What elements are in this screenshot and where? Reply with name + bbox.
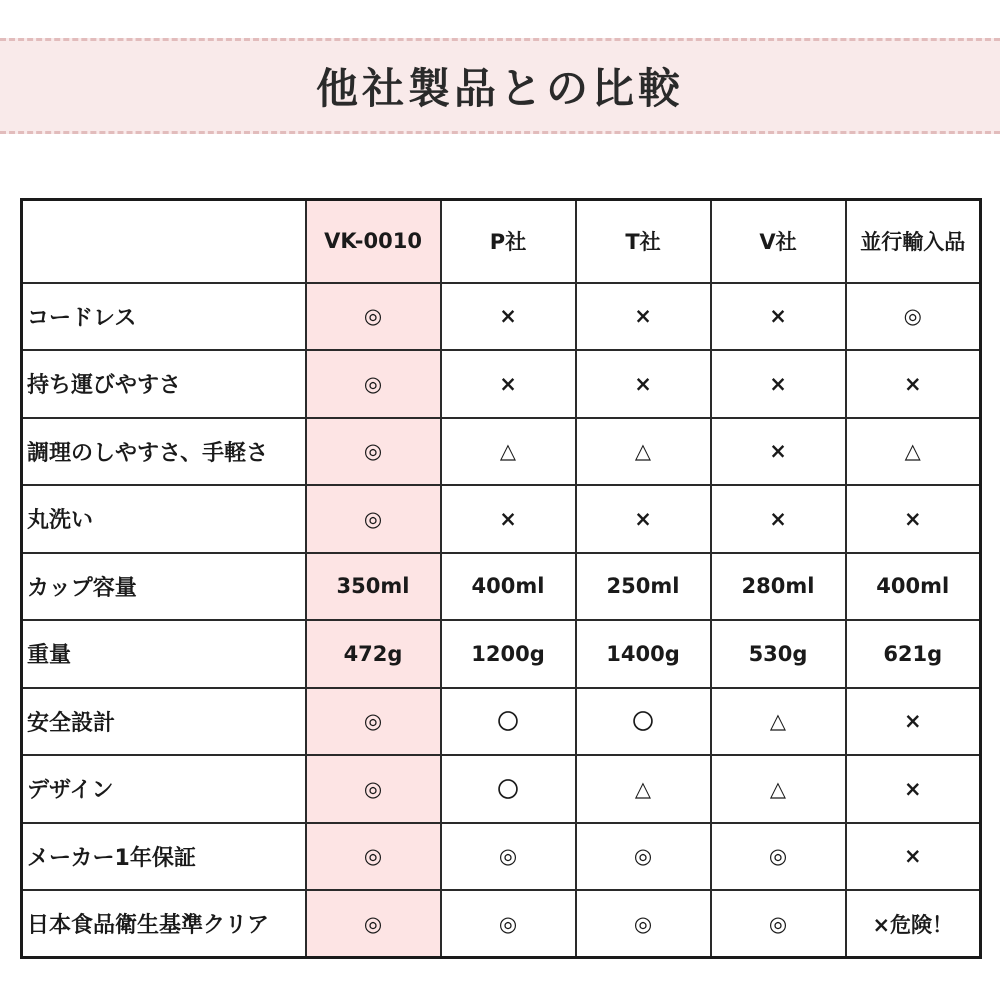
table-cell: 400ml	[441, 553, 576, 621]
table-cell: ×	[576, 485, 711, 553]
header-cell-t-company: T社	[576, 200, 711, 283]
header-cell-vk0010: VK-0010	[306, 200, 441, 283]
table-cell: ◎	[306, 485, 441, 553]
table-cell: ×	[846, 755, 981, 823]
row-label: コードレス	[22, 283, 306, 351]
table-cell: △	[846, 418, 981, 486]
table-cell: 350ml	[306, 553, 441, 621]
row-label: カップ容量	[22, 553, 306, 621]
table-cell: ◎	[306, 688, 441, 756]
table-row	[22, 890, 981, 958]
table-cell: ◎	[441, 823, 576, 891]
header-cell-parallel-import: 並行輸入品	[846, 200, 981, 283]
table-header-row	[22, 200, 981, 283]
table-cell: ◎	[306, 755, 441, 823]
table-cell: 530g	[711, 620, 846, 688]
title-banner	[0, 38, 1000, 134]
table-cell: ×	[846, 823, 981, 891]
table-cell: 280ml	[711, 553, 846, 621]
table-cell: ◎	[306, 418, 441, 486]
table-row	[22, 485, 981, 553]
header-cell-v-company: V社	[711, 200, 846, 283]
table-cell: ◎	[576, 890, 711, 958]
row-label: 日本食品衛生基準クリア	[22, 890, 306, 958]
table-cell: ×	[711, 418, 846, 486]
table-cell: 621g	[846, 620, 981, 688]
row-label: デザイン	[22, 755, 306, 823]
table-cell: ◎	[711, 890, 846, 958]
table-cell: ×	[441, 350, 576, 418]
row-label: 持ち運びやすさ	[22, 350, 306, 418]
table-cell: ×	[441, 283, 576, 351]
table-row	[22, 350, 981, 418]
table-cell: ×	[711, 485, 846, 553]
table-row	[22, 418, 981, 486]
table-cell: ◎	[441, 890, 576, 958]
row-label: 安全設計	[22, 688, 306, 756]
table-cell: 1400g	[576, 620, 711, 688]
row-label: 丸洗い	[22, 485, 306, 553]
table-row	[22, 823, 981, 891]
table-cell: ◎	[306, 823, 441, 891]
table-cell: 1200g	[441, 620, 576, 688]
table-cell: ×	[711, 350, 846, 418]
table-cell: 〇	[441, 688, 576, 756]
table-cell: ×	[441, 485, 576, 553]
table-cell: ×危険！	[846, 890, 981, 958]
row-label: 調理のしやすさ、手軽さ	[22, 418, 306, 486]
table-row	[22, 283, 981, 351]
table-cell: △	[711, 755, 846, 823]
page-title: 他社製品との比較	[315, 64, 684, 113]
table-cell: △	[711, 688, 846, 756]
table-cell: ×	[576, 283, 711, 351]
table-cell: ×	[846, 485, 981, 553]
table-cell: 〇	[576, 688, 711, 756]
table-cell: ×	[846, 350, 981, 418]
table-cell: △	[576, 418, 711, 486]
header-cell-corner	[22, 200, 306, 283]
header-cell-p-company: P社	[441, 200, 576, 283]
table-cell: ×	[576, 350, 711, 418]
table-cell: 472g	[306, 620, 441, 688]
table-cell: ◎	[711, 823, 846, 891]
table-cell: 400ml	[846, 553, 981, 621]
table-cell: ◎	[576, 823, 711, 891]
table-cell: △	[441, 418, 576, 486]
row-label: メーカー1年保証	[22, 823, 306, 891]
table-cell: ◎	[306, 890, 441, 958]
table-cell: 〇	[441, 755, 576, 823]
table-row	[22, 553, 981, 621]
table-cell: ×	[846, 688, 981, 756]
comparison-table	[20, 198, 982, 959]
table-row	[22, 755, 981, 823]
table-cell: △	[576, 755, 711, 823]
table-row	[22, 688, 981, 756]
table-cell: ×	[711, 283, 846, 351]
table-row	[22, 620, 981, 688]
table-cell: ◎	[306, 350, 441, 418]
table-cell: 250ml	[576, 553, 711, 621]
row-label: 重量	[22, 620, 306, 688]
table-cell: ◎	[846, 283, 981, 351]
table-cell: ◎	[306, 283, 441, 351]
